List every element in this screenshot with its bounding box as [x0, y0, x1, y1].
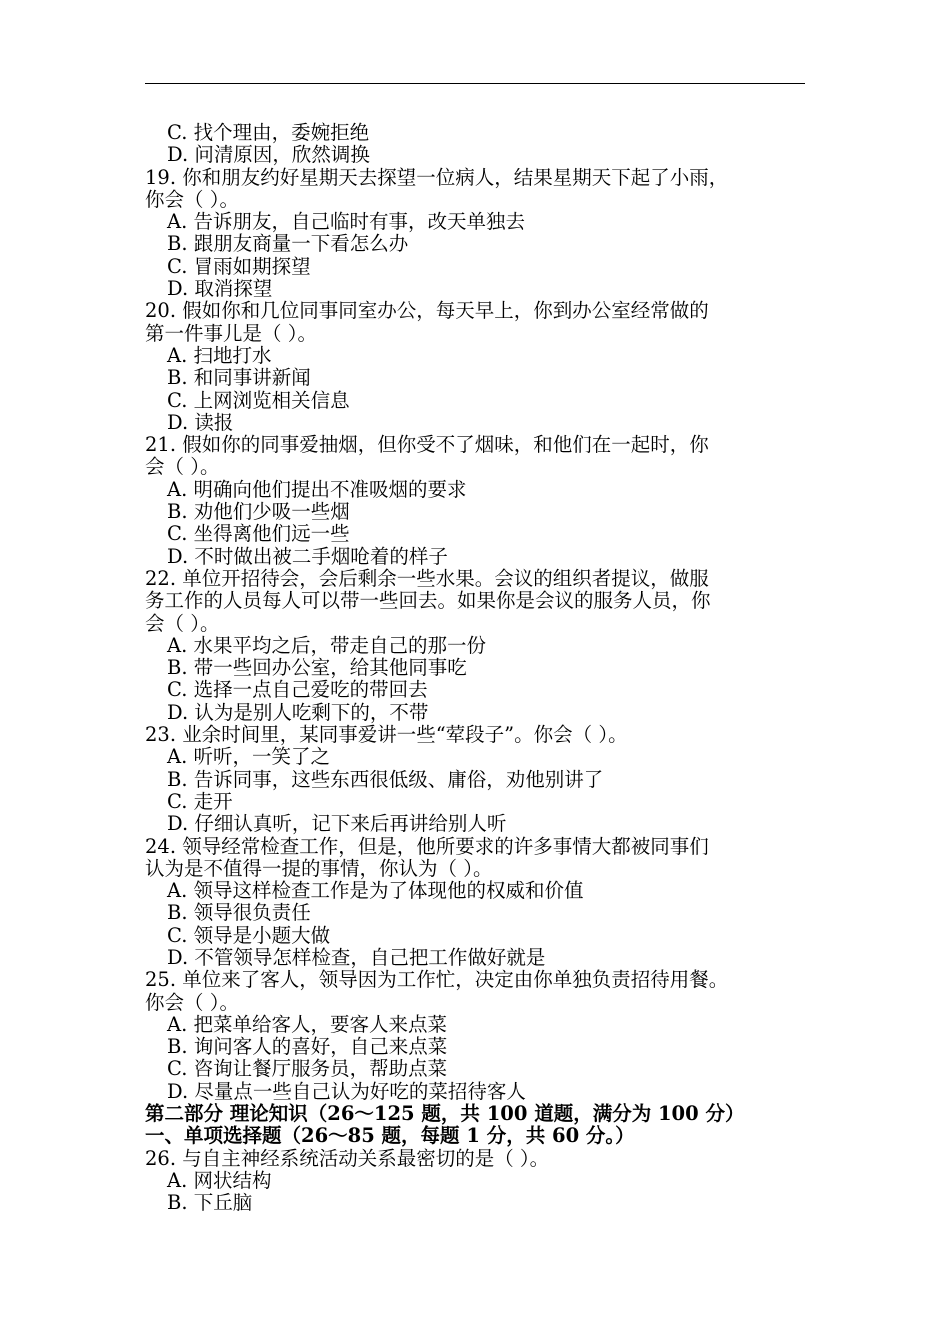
question-stem: 19. 你和朋友约好星期天去探望一位病人，结果星期天下起了小雨，	[145, 165, 729, 189]
part-heading: 第二部分 理论知识（26～125 题，共 100 道题，满分为 100 分）	[145, 1102, 745, 1126]
option-text: A. 领导这样检查工作是为了体现他的权威和价值	[167, 879, 584, 903]
question-stem: 务工作的人员每人可以带一些回去。如果你是会议的服务人员，你	[145, 589, 711, 613]
option-text: C. 咨询让餐厅服务员，帮助点菜	[167, 1057, 448, 1081]
option-text: B. 领导很负责任	[167, 901, 311, 925]
header-rule	[145, 83, 805, 84]
question-stem: 21. 假如你的同事爱抽烟，但你受不了烟味，和他们在一起时，你	[145, 433, 709, 457]
option-text: D. 仔细认真听，记下来后再讲给别人听	[167, 812, 507, 836]
option-text: B. 劝他们少吸一些烟	[167, 500, 350, 524]
option-text: C. 选择一点自己爱吃的带回去	[167, 678, 428, 702]
question-stem: 你会（ ）。	[145, 187, 239, 211]
question-stem: 你会（ ）。	[145, 990, 239, 1014]
option-text: D. 不时做出被二手烟呛着的样子	[167, 544, 448, 568]
option-text: C. 上网浏览相关信息	[167, 388, 350, 412]
option-text: B. 和同事讲新闻	[167, 366, 311, 390]
question-stem: 22. 单位开招待会，会后剩余一些水果。会议的组织者提议，做服	[145, 566, 709, 590]
option-text: C. 冒雨如期探望	[167, 254, 311, 278]
option-text: A. 把菜单给客人，要客人来点菜	[167, 1012, 447, 1036]
option-text: D. 认为是别人吃剩下的，不带	[167, 700, 429, 724]
option-text: B. 跟朋友商量一下看怎么办	[167, 232, 409, 256]
question-stem: 会（ ）。	[145, 455, 220, 479]
option-text: D. 读报	[167, 410, 234, 434]
option-text: D. 问清原因，欣然调换	[167, 143, 370, 167]
option-text: D. 取消探望	[167, 277, 273, 301]
option-text: A. 扫地打水	[167, 343, 272, 367]
option-text: B. 询问客人的喜好，自己来点菜	[167, 1035, 448, 1059]
section-heading: 一、单项选择题（26～85 题，每题 1 分，共 60 分。）	[145, 1124, 635, 1148]
question-stem: 25. 单位来了客人，领导因为工作忙，决定由你单独负责招待用餐。	[145, 968, 729, 992]
question-stem: 20. 假如你和几位同事同室办公，每天早上，你到办公室经常做的	[145, 299, 709, 323]
option-text: A. 明确向他们提出不准吸烟的要求	[167, 477, 467, 501]
option-text: B. 带一些回办公室，给其他同事吃	[167, 656, 467, 680]
option-text: A. 网状结构	[167, 1168, 272, 1192]
option-text: D. 尽量点一些自己认为好吃的菜招待客人	[167, 1079, 526, 1103]
option-text: C. 领导是小题大做	[167, 923, 331, 947]
option-text: C. 走开	[167, 789, 233, 813]
document-body	[145, 122, 825, 1215]
option-text: B. 下丘脑	[167, 1191, 253, 1215]
option-text: A. 听听，一笑了之	[167, 745, 330, 769]
option-text: D. 不管领导怎样检查，自己把工作做好就是	[167, 945, 546, 969]
question-stem: 第一件事儿是（ ）。	[145, 321, 317, 345]
option-text: A. 水果平均之后，带走自己的那一份	[167, 633, 486, 657]
question-stem: 会（ ）。	[145, 611, 220, 635]
option-text: B. 告诉同事，这些东西很低级、庸俗，劝他别讲了	[167, 767, 604, 791]
option-text: C. 坐得离他们远一些	[167, 522, 350, 546]
question-stem: 24. 领导经常检查工作，但是，他所要求的许多事情大都被同事们	[145, 834, 709, 858]
question-stem: 认为是不值得一提的事情，你认为（ ）。	[145, 856, 493, 880]
option-text: C. 找个理由，委婉拒绝	[167, 121, 370, 144]
question-stem: 26. 与自主神经系统活动关系最密切的是（ ）。	[145, 1146, 550, 1170]
question-stem: 23. 业余时间里，某同事爱讲一些“荤段子”。你会（ ）。	[145, 723, 628, 747]
option-text: A. 告诉朋友，自己临时有事，改天单独去	[167, 210, 525, 234]
